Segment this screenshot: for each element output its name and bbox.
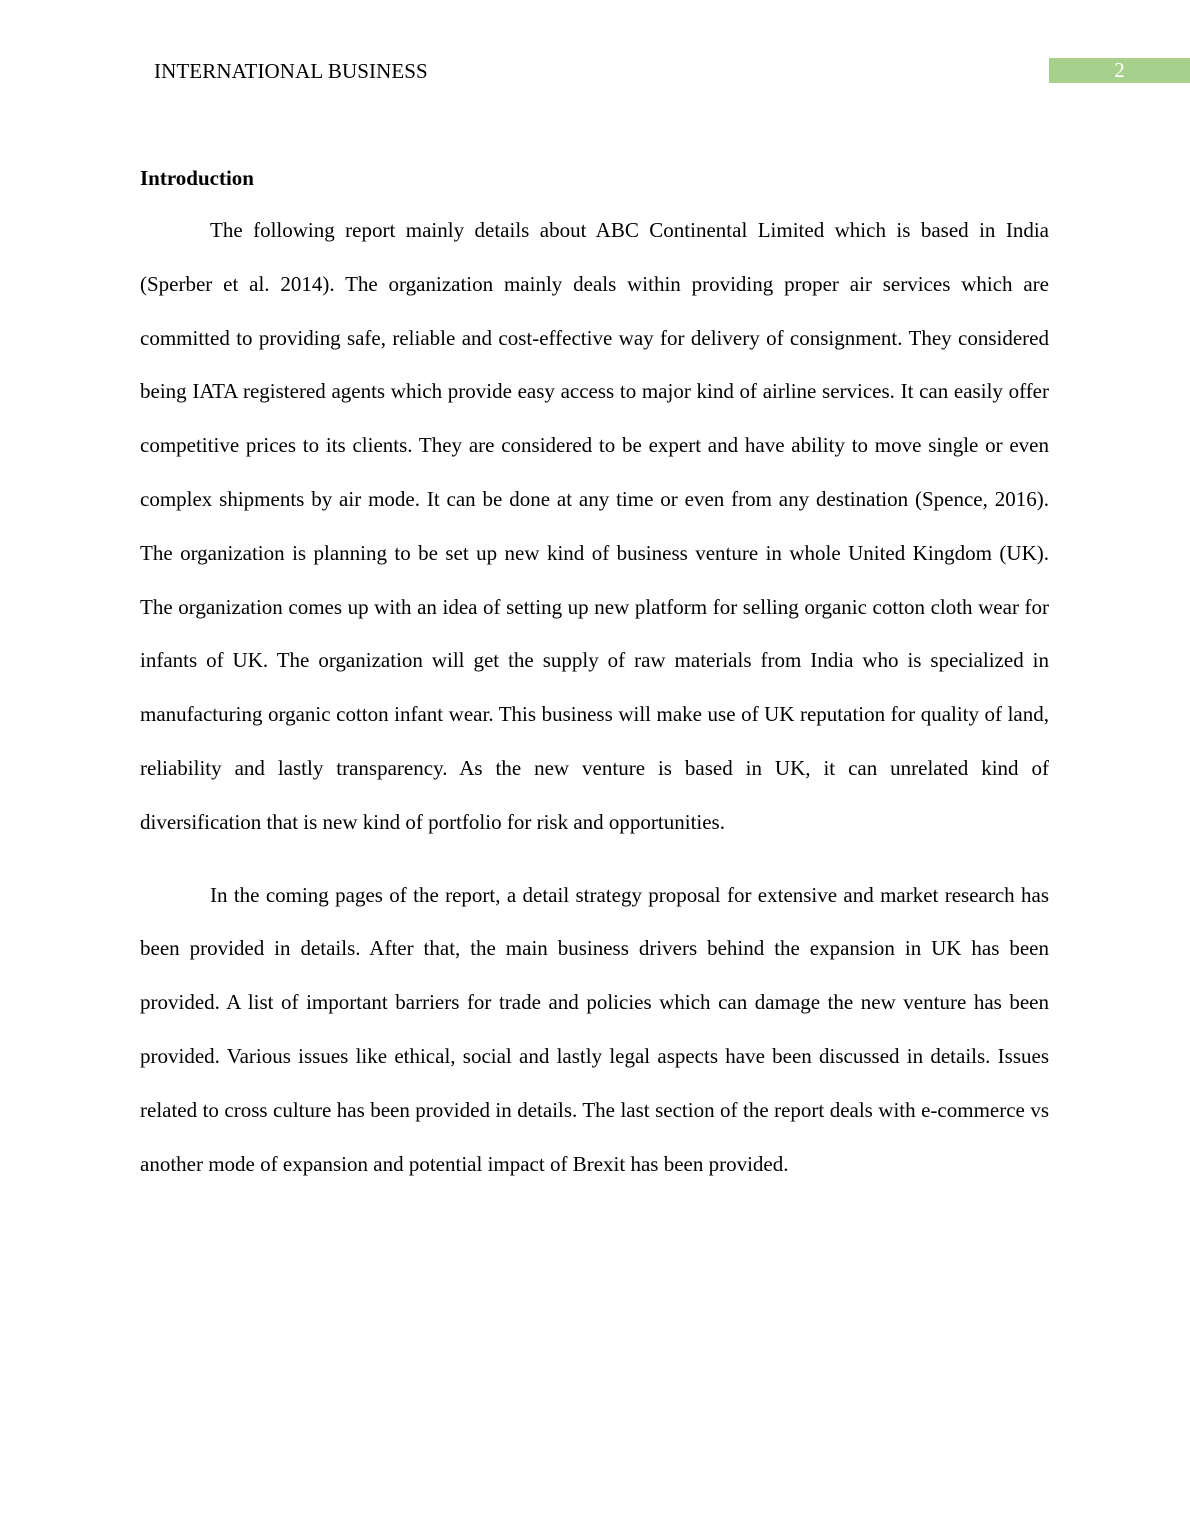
intro-paragraph-2: In the coming pages of the report, a detail strategy proposal for extensive and market research has been provided in details. After that, the main business drivers behind the expansion in UK has been provided. A list of important barriers for trade and policies which can damage the new venture has been provided. Various issues like ethical, social and lastly legal aspects have been discussed in details. Issues related to cross culture has been provided in details. The last section of the report deals with e-commerce vs another mode of expansion and potential impact of Brexit has been provided. xyxy=(140,882,1049,1176)
running-header-title: INTERNATIONAL BUSINESS xyxy=(154,59,428,83)
page-number-badge: 2 xyxy=(1049,58,1190,83)
intro-paragraph-1: The following report mainly details about ABC Continental Limited which is based in India (Sperber et al. 2014). The organization mainly deals within providing proper air services which are committed to providing safe, reliable and cost-effective way for delivery of consignment. They considered being IATA registered agents which provide easy access to major kind of airline services. It can easily offer competitive prices to its clients. They are considered to be expert and have ability to move single or even complex shipments by air mode. It can be done at any time or even from any destination (Spence, 2016). The organization is planning to be set up new kind of business venture in whole United Kingdom (UK). The organization comes up with an idea of setting up new platform for selling organic cotton cloth wear for infants of UK. The organization will get the supply of raw materials from India who is specialized in manufacturing organic cotton infant wear. This business will make use of UK reputation for quality of land, reliability and lastly transparency. As the new venture is based in UK, it can unrelated kind of diversification that is new kind of portfolio for risk and opportunities. xyxy=(140,218,1049,834)
section-heading: Introduction xyxy=(140,166,254,190)
document-body xyxy=(140,160,1049,1210)
